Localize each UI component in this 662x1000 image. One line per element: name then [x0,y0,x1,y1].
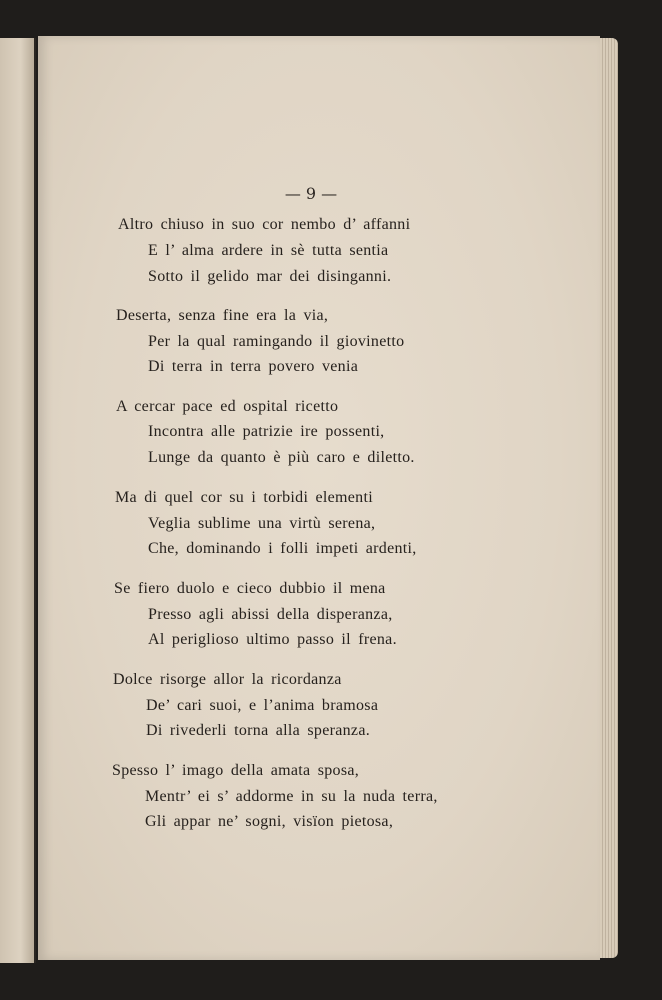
verse-line: Lunge da quanto è più caro e diletto. [148,449,415,466]
verse-line: Sotto il gelido mar dei disinganni. [148,268,392,285]
verse-line: Spesso l’ imago della amata sposa, [112,762,360,779]
verse-line: Veglia sublime una virtù serena, [148,515,376,532]
verse-line: Al periglioso ultimo passo il frena. [148,631,397,648]
poem [38,36,600,960]
verse-line: Di rivederli torna alla speranza. [146,722,371,739]
verse-line: Presso agli abissi della disperanza, [148,606,393,623]
page-number: — 9 — [284,184,338,203]
verse-line: Di terra in terra povero venia [148,358,359,375]
verse-line: Gli appar ne’ sogni, visïon pietosa, [145,813,394,830]
verse-line: Che, dominando i folli impeti ardenti, [148,540,417,557]
verse-line: E l’ alma ardere in sè tutta sentia [148,242,389,259]
book-page [38,36,600,960]
facing-page-edge [0,38,36,963]
verse-line: Dolce risorge allor la ricordanza [113,671,342,688]
verse-line: A cercar pace ed ospital ricetto [116,398,339,415]
verse-line: De’ cari suoi, e l’anima bramosa [146,697,379,714]
verse-line: Per la qual ramingando il giovinetto [148,333,405,350]
verse-line: Ma di quel cor su i torbidi elementi [115,489,373,506]
verse-line: Deserta, senza fine era la via, [116,307,329,324]
verse-line: Se fiero duolo e cieco dubbio il mena [114,580,386,597]
verse-line: Altro chiuso in suo cor nembo d’ affanni [118,216,411,233]
verse-line: Mentr’ ei s’ addorme in su la nuda terra, [145,788,438,805]
verse-line: Incontra alle patrizie ire possenti, [148,423,385,440]
